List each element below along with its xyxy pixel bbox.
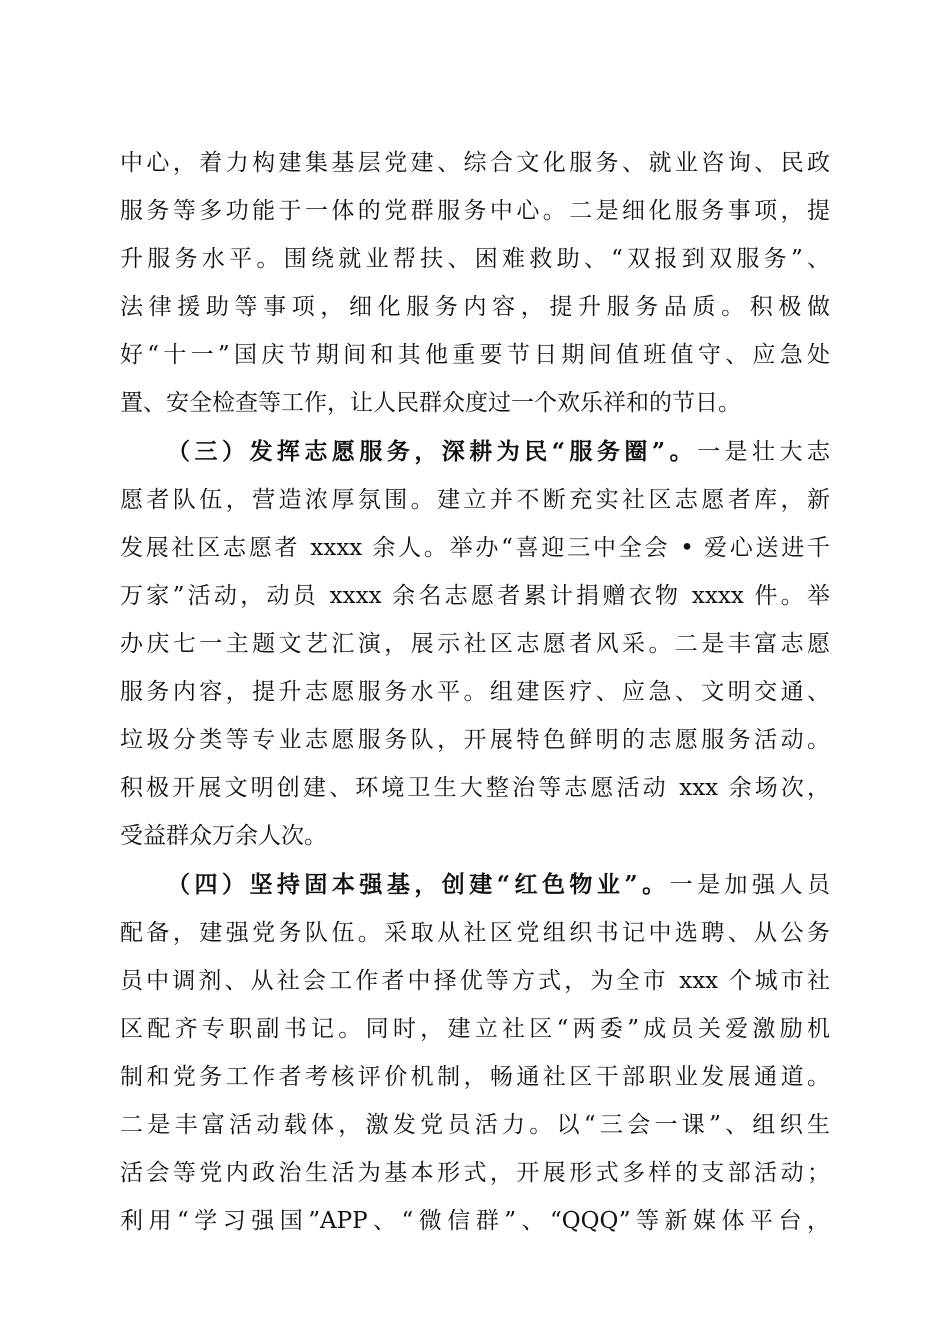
text-span: 二是丰富活动载体，激发党员活力。以“三会一课”、组织生: [120, 1112, 830, 1138]
section-heading-line: [167, 432, 830, 472]
text-line: [120, 239, 830, 279]
text-line: [120, 1105, 830, 1145]
text-line: [120, 383, 830, 423]
section-heading-3: （三）发挥志愿服务，深耕为民“服务圈”。: [167, 438, 698, 465]
text-line: [120, 672, 830, 712]
text-span: 法律援助等事项，细化服务内容，提升服务品质。积极做: [120, 294, 830, 320]
text-span: 活会等党内政治生活为基本形式，开展形式多样的支部活动；: [120, 1160, 830, 1186]
text-span: 利用“学习强国”APP、“微信群”、“QQQ”等新媒体平台，: [120, 1208, 830, 1234]
text-line: [120, 480, 830, 520]
text-span: 一是加强人员: [669, 872, 830, 898]
text-line: [120, 335, 830, 375]
text-span: 中心，着力构建集基层党建、综合文化服务、就业咨询、民政: [120, 150, 830, 176]
text-line: [120, 1153, 830, 1193]
section-heading-4: （四）坚持固本强基，创建“红色物业”。: [167, 871, 670, 898]
text-line: [120, 143, 830, 183]
text-line: [120, 816, 830, 856]
text-line: [120, 1201, 830, 1241]
text-line: [120, 1057, 830, 1097]
text-span: 制和党务工作者考核评价机制，畅通社区干部职业发展通道。: [120, 1064, 830, 1090]
text-span: 办庆七一主题文艺汇演，展示社区志愿者风采。二是丰富志愿: [120, 631, 830, 657]
text-span: 置、安全检查等工作，让人民群众度过一个欢乐祥和的节日。: [120, 390, 741, 416]
text-line: [120, 913, 830, 953]
text-span: 升服务水平。围绕就业帮扶、困难救助、“双报到双服务”、: [120, 246, 830, 272]
text-span: 万家”活动，动员 xxxx 余名志愿者累计捐赠衣物 xxxx 件。举: [120, 583, 830, 609]
section-heading-line: [167, 865, 830, 905]
text-line: [120, 624, 830, 664]
text-span: 好“十一”国庆节期间和其他重要节日期间值班值守、应急处: [120, 342, 830, 368]
text-span: 受益群众万余人次。: [120, 823, 327, 849]
text-span: 垃圾分类等专业志愿服务队，开展特色鲜明的志愿服务活动。: [120, 727, 830, 753]
text-span: 配备，建强党务队伍。采取从社区党组织书记中选聘、从公务: [120, 920, 830, 946]
text-line: [120, 720, 830, 760]
text-line: [120, 961, 830, 1001]
text-span: 一是壮大志: [697, 439, 830, 465]
text-line: [120, 287, 830, 327]
text-line: [120, 576, 830, 616]
text-span: 员中调剂、从社会工作者中择优等方式，为全市 xxx 个城市社: [120, 968, 830, 994]
text-span: 积极开展文明创建、环境卫生大整治等志愿活动 xxx 余场次，: [120, 775, 830, 801]
text-line: [120, 768, 830, 808]
text-line: [120, 528, 830, 568]
text-span: 区配齐专职副书记。同时，建立社区“两委”成员关爱激励机: [120, 1016, 830, 1042]
text-span: 愿者队伍，营造浓厚氛围。建立并不断充实社区志愿者库，新: [120, 487, 830, 513]
text-span: 服务内容，提升志愿服务水平。组建医疗、应急、文明交通、: [120, 679, 830, 705]
text-span: 发展社区志愿者 xxxx 余人。举办“喜迎三中全会 • 爱心送进千: [120, 535, 830, 561]
text-line: [120, 1009, 830, 1049]
text-span: 服务等多功能于一体的党群服务中心。二是细化服务事项，提: [120, 198, 830, 224]
text-line: [120, 191, 830, 231]
